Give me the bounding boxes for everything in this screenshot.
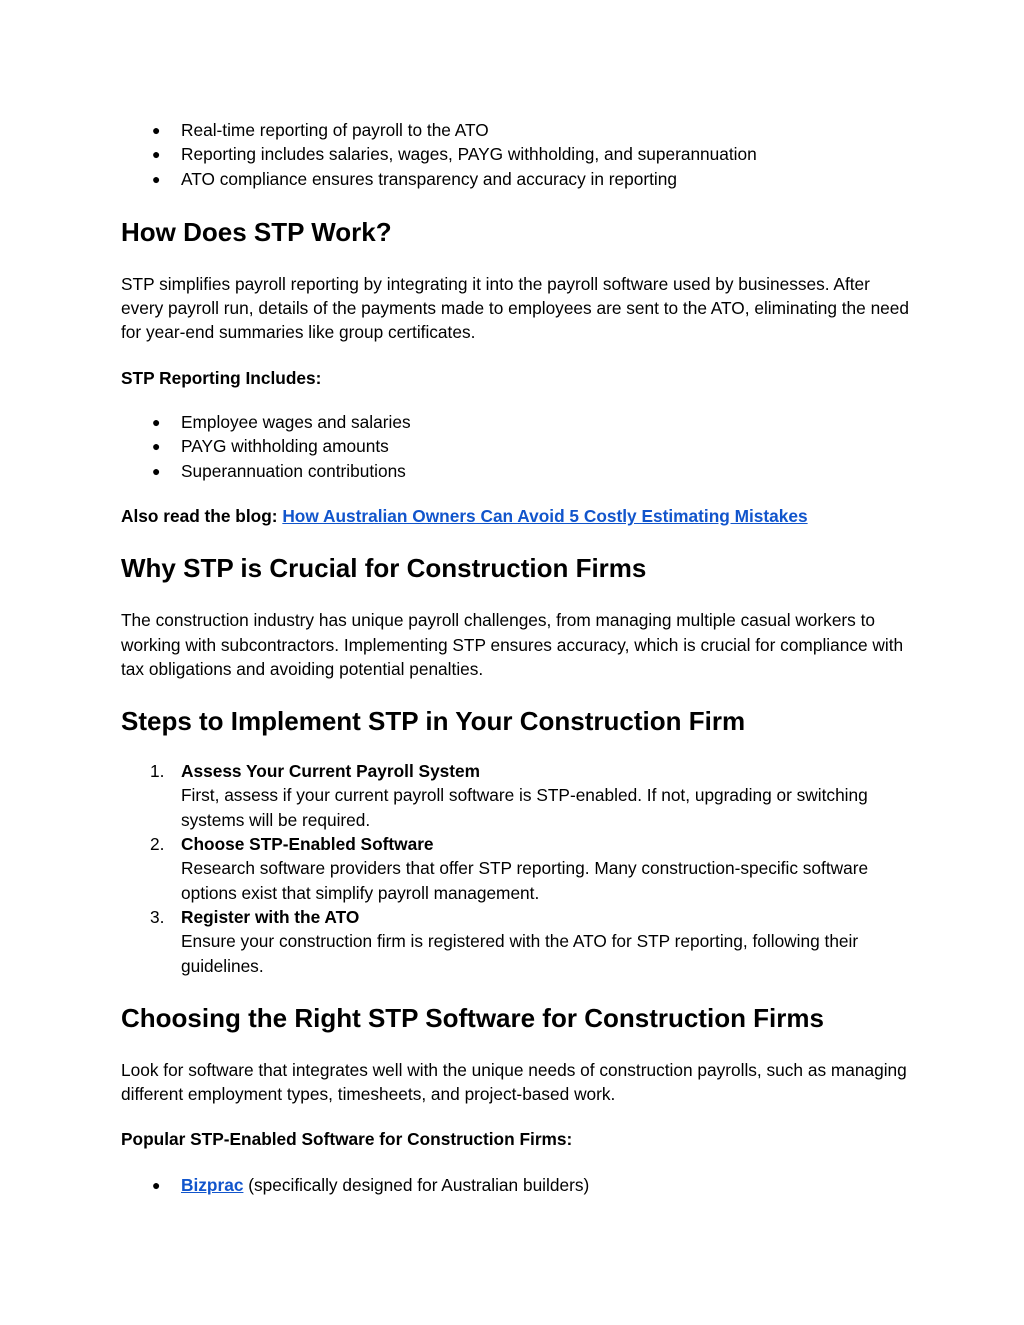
step-item — [121, 832, 911, 905]
stp-reporting-subheading: STP Reporting Includes: — [121, 367, 322, 388]
step-item — [121, 759, 911, 832]
list-item — [121, 1173, 911, 1197]
how-stp-works-heading: How Does STP Work? — [121, 216, 392, 247]
bullet-icon: ● — [152, 122, 161, 138]
also-read-blog-link[interactable]: How Australian Owners Can Avoid 5 Costly Estimating Mistakes — [282, 505, 808, 526]
why-stp-paragraph: The construction industry has unique payroll challenges, from managing multiple casual workers to working with subcontractors. Implementing STP ensures accuracy, which is crucial for compliance with tax obligations and avoiding potential penalties. — [121, 610, 904, 679]
bullet-icon: ● — [152, 146, 161, 163]
steps-list — [121, 759, 911, 978]
also-read-line — [121, 504, 911, 528]
how-stp-works-paragraph: STP simplifies payroll reporting by integrating it into the payroll software used by businesses. After every payroll run, details of the payments made to employees are sent to the ATO, eliminating the need for year-end summaries like group certificates. — [121, 273, 910, 343]
why-stp-heading: Why STP is Crucial for Construction Firms — [121, 553, 647, 584]
software-note: (specifically designed for Australian builders) — [243, 1174, 590, 1195]
bullet-icon: ● — [152, 414, 161, 431]
bullet-icon: ● — [152, 438, 161, 455]
bullet-icon: ● — [152, 1176, 161, 1193]
bizprac-link[interactable]: Bizprac — [181, 1174, 244, 1195]
step-description: Research software providers that offer STP reporting. Many construction-specific software options exist that simplify payroll management. — [181, 858, 869, 903]
popular-software-subheading: Popular STP-Enabled Software for Construction Firms: — [121, 1129, 573, 1150]
software-list — [121, 1173, 911, 1197]
stp-reporting-list — [121, 410, 911, 483]
step-number: 3. — [150, 906, 165, 927]
step-item — [121, 905, 911, 978]
list-item: ● ATO compliance ensures transparency and accuracy in reporting — [121, 167, 911, 191]
step-title: Register with the ATO — [181, 906, 360, 927]
list-item: ● Real-time reporting of payroll to the ATO — [121, 118, 911, 142]
list-item: ● PAYG withholding amounts — [121, 434, 911, 458]
step-number: 1. — [150, 761, 165, 782]
step-title: Choose STP-Enabled Software — [181, 834, 434, 855]
document-page — [121, 118, 911, 1197]
steps-heading: Steps to Implement STP in Your Construction Firm — [121, 706, 746, 737]
also-read-label: Also read the blog: — [121, 505, 278, 526]
intro-bullet-list — [121, 118, 911, 191]
list-item: ● Superannuation contributions — [121, 459, 911, 483]
list-item: ● Employee wages and salaries — [121, 410, 911, 434]
step-number: 2. — [150, 834, 165, 855]
step-title: Assess Your Current Payroll System — [181, 761, 481, 782]
choosing-software-heading: Choosing the Right STP Software for Construction Firms — [121, 1002, 824, 1033]
bullet-icon: ● — [152, 462, 161, 479]
step-description: Ensure your construction firm is registered with the ATO for STP reporting, following their guidelines. — [181, 931, 859, 976]
list-item: ● Reporting includes salaries, wages, PAYG withholding, and superannuation — [121, 142, 911, 166]
bullet-icon: ● — [152, 170, 161, 187]
step-description: First, assess if your current payroll software is STP-enabled. If not, upgrading or switching systems will be required. — [181, 785, 868, 830]
choosing-software-paragraph: Look for software that integrates well with the unique needs of construction payrolls, such as managing different employment types, timesheets, and project-based work. — [121, 1059, 907, 1105]
